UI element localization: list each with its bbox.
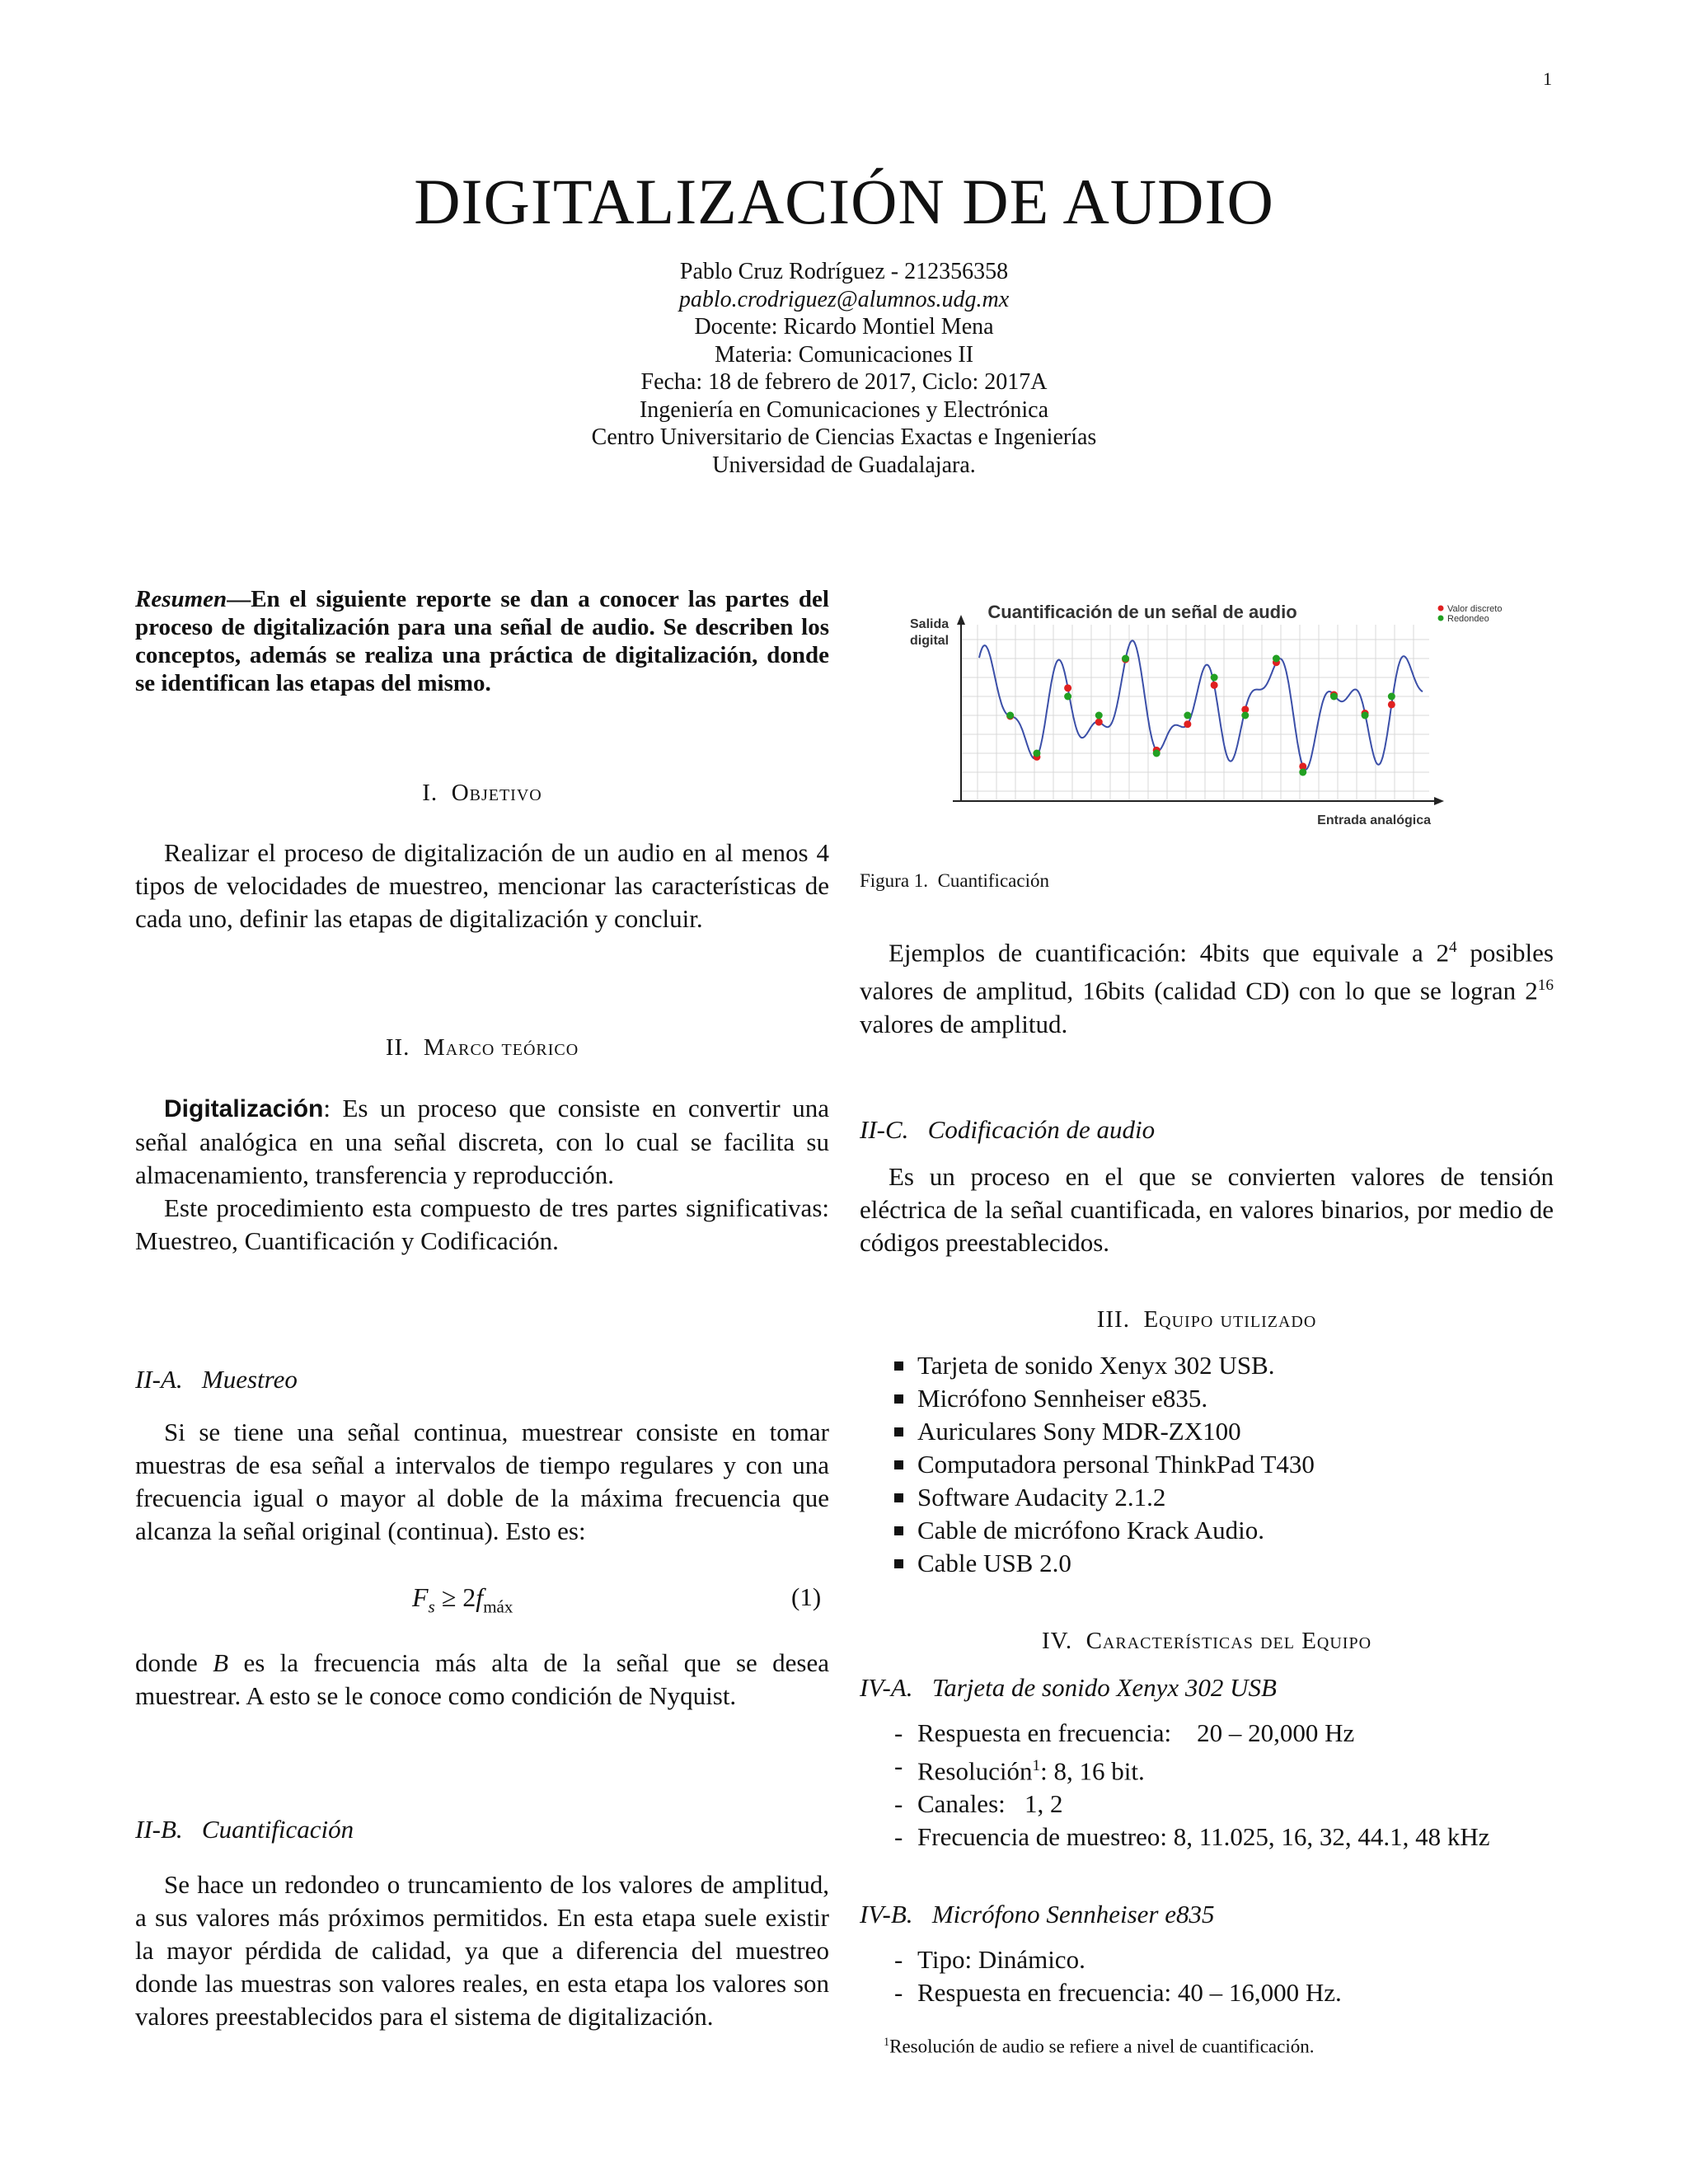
nyquist-text-1: donde	[135, 1648, 213, 1677]
author-block	[0, 258, 1688, 479]
subsection-title: Cuantificación	[201, 1815, 354, 1844]
rounded-value-point	[1241, 712, 1249, 719]
qe-text-3: valores de amplitud.	[860, 1009, 1068, 1038]
discrete-value-point	[1388, 701, 1395, 708]
marco-p1: : Es un proceso que consiste en convertir una señal analógica en una señal discreta, con lo cual se facilita su almacenamiento, transferencia y reproducción.	[135, 1094, 829, 1189]
objetivo-paragraph: Realizar el proceso de digitalización de un audio en al menos 4 tipos de velocidades de muestreo, mencionar las características de cada uno, definir las etapas de digitalización y concluir.	[135, 838, 829, 933]
rounded-value-point	[1033, 750, 1040, 757]
eq-op: ≥ 2	[434, 1582, 476, 1612]
list-item	[860, 1547, 1554, 1580]
square-bullet-icon	[894, 1361, 903, 1371]
square-bullet-icon	[894, 1427, 903, 1436]
spec-label: Frecuencia de muestreo:	[917, 1822, 1167, 1852]
legend-swatch-discrete	[1438, 606, 1444, 612]
section-title: Marco teórico	[423, 1034, 579, 1061]
list-item	[860, 1382, 1554, 1415]
eq-sub: s	[428, 1596, 435, 1617]
footnote-ref: 1	[1032, 1757, 1041, 1774]
subsection-number: IV-A.	[860, 1673, 913, 1702]
rounded-value-point	[1362, 712, 1369, 719]
spec-value: 8, 11.025, 16, 32, 44.1, 48 kHz	[1173, 1822, 1490, 1852]
subsection-xenyx-heading	[860, 1673, 1554, 1703]
section-title: Objetivo	[451, 780, 542, 806]
list-item	[860, 1750, 1554, 1788]
cuantificacion-paragraph: Se hace un redondeo o truncamiento de los valores de amplitud, a sus valores más próximos permitidos. En esta etapa suele existir la mayor pérdida de calidad, ya que a diferencia del muestreo donde las muestras son valores reales, en esta etapa los valores son valores preestablecidos para el sistema de digitalización.	[135, 1870, 829, 2031]
spec-label: Respuesta en frecuencia:	[917, 1718, 1172, 1747]
codificacion-paragraph: Es un proceso en el que se convierten valores de tensión eléctrica de la señal cuantificada, en valores binarios, por medio de códigos preestablecidos.	[860, 1162, 1554, 1257]
nyquist-text-2: es la frecuencia más alta de la señal que se desea muestrear. A esto se le conoce como condición de Nyquist.	[135, 1648, 830, 1710]
eq-f: f	[476, 1582, 484, 1612]
qe-text-2: posibles valores de amplitud, 16bits (calidad CD) con lo que se logran 2	[860, 938, 1554, 1005]
marco-p2: Este procedimiento esta compuesto de tres partes significativas: Muestreo, Cuantificación y Codificación.	[135, 1193, 829, 1255]
rounded-value-point	[1122, 655, 1129, 663]
list-item	[860, 1943, 1554, 1976]
list-item	[860, 1717, 1554, 1750]
dash-bullet-icon: -	[894, 1945, 903, 1974]
rounded-value-point	[1273, 655, 1280, 663]
chart-svg	[903, 593, 1522, 832]
legend-label-discrete: Valor discreto	[1447, 604, 1503, 614]
caption-text: Cuantificación	[937, 870, 1049, 891]
discrete-value-point	[1184, 720, 1191, 728]
abstract-text: —En el siguiente reporte se dan a conocer las partes del proceso de digitalización para una señal de audio. Se describen los conceptos, además se realiza una práctica de digitalización, donde se identifican las etapas del mismo.	[135, 586, 829, 696]
subsection-codificacion-heading	[860, 1115, 1554, 1145]
xenyx-specs	[860, 1717, 1554, 1854]
dash-bullet-icon: -	[894, 1822, 903, 1852]
quantization-examples-paragraph	[860, 931, 1554, 1041]
spec-value: 1, 2	[1025, 1789, 1063, 1819]
subsection-title: Codificación de audio	[927, 1115, 1156, 1144]
section-equipo-heading	[860, 1306, 1554, 1333]
subsection-title: Tarjeta de sonido Xenyx 302 USB	[931, 1673, 1277, 1702]
page-number: 1	[1543, 68, 1552, 89]
y-axis-label: Salida	[910, 617, 950, 631]
list-item	[860, 1514, 1554, 1547]
list-item	[860, 1415, 1554, 1448]
square-bullet-icon	[894, 1526, 903, 1535]
x-axis-label: Entrada analógica	[1317, 813, 1431, 827]
rounded-value-point	[1064, 693, 1071, 701]
y-axis-label: digital	[910, 634, 950, 648]
list-item	[860, 1448, 1554, 1481]
footnote-text: Resolución de audio se refiere a nivel de cuantificación.	[889, 2036, 1315, 2057]
subsection-title: Muestreo	[201, 1365, 298, 1394]
equation-number: (1)	[791, 1582, 822, 1611]
square-bullet-icon	[894, 1460, 903, 1469]
rounded-value-point	[1330, 693, 1338, 701]
section-title: Equipo utilizado	[1143, 1306, 1317, 1333]
spec-text: Respuesta en frecuencia: 40 – 16,000 Hz.	[917, 1978, 1342, 2007]
author-docente: Docente: Ricardo Montiel Mena	[694, 314, 994, 340]
subsection-cuantificacion-heading	[135, 1815, 829, 1844]
qe-text-1: Ejemplos de cuantificación: 4bits que equivale a 2	[889, 938, 1450, 968]
figure-caption	[860, 870, 1049, 892]
rounded-value-point	[1153, 750, 1160, 757]
list-item	[860, 1976, 1554, 2009]
eq-lhs: F	[412, 1582, 429, 1612]
list-item	[860, 1788, 1554, 1821]
dash-bullet-icon: -	[894, 1751, 903, 1780]
abstract-keyword: Resumen	[135, 586, 227, 612]
subsection-number: II-C.	[860, 1115, 909, 1144]
signal-curve	[979, 640, 1423, 769]
caption-label: Figura 1.	[860, 870, 929, 891]
spec-value: : 8, 16 bit.	[1040, 1756, 1145, 1786]
subsection-number: II-A.	[135, 1365, 183, 1394]
list-item-text: Cable de micrófono Krack Audio.	[917, 1516, 1264, 1544]
subsection-title: Micrófono Sennheiser e835	[931, 1900, 1215, 1929]
qe-sup-2: 16	[1537, 977, 1554, 995]
y-axis-arrow	[957, 615, 965, 625]
legend-label-rounded: Redondeo	[1447, 614, 1489, 624]
dash-bullet-icon: -	[894, 1789, 903, 1819]
author-name: Pablo Cruz Rodríguez - 212356358	[679, 259, 1009, 284]
discrete-value-point	[1095, 719, 1103, 726]
list-item-text: Auriculares Sony MDR-ZX100	[917, 1417, 1241, 1446]
discrete-value-point	[1211, 682, 1218, 689]
author-centro: Centro Universitario de Ciencias Exactas e Ingenierías	[591, 424, 1097, 450]
equation-nyquist	[412, 1582, 513, 1617]
chart-title: Cuantificación de un señal de audio	[987, 602, 1297, 622]
spec-value: 20 – 20,000 Hz	[1197, 1718, 1355, 1747]
list-item	[860, 1821, 1554, 1854]
marco-paragraphs	[135, 1092, 829, 1258]
subsection-number: IV-B.	[860, 1900, 913, 1929]
section-title: Características del Equipo	[1085, 1628, 1372, 1654]
list-item	[860, 1349, 1554, 1382]
rounded-value-point	[1211, 674, 1218, 682]
rounded-value-point	[1184, 712, 1191, 719]
dash-bullet-icon: -	[894, 1718, 903, 1747]
list-item	[860, 1481, 1554, 1514]
subsection-muestreo-heading	[135, 1365, 829, 1394]
subsection-number: II-B.	[135, 1815, 183, 1844]
abstract	[135, 585, 829, 697]
section-number: II.	[385, 1034, 410, 1061]
list-item-text: Tarjeta de sonido Xenyx 302 USB.	[917, 1351, 1275, 1380]
xenyx-specs-wrap	[860, 1717, 1554, 1854]
legend-swatch-rounded	[1438, 616, 1444, 621]
square-bullet-icon	[894, 1493, 903, 1502]
square-bullet-icon	[894, 1559, 903, 1568]
author-universidad: Universidad de Guadalajara.	[712, 452, 976, 478]
discrete-value-point	[1064, 684, 1071, 691]
section-caracteristicas-heading	[860, 1628, 1554, 1655]
list-item-text: Computadora personal ThinkPad T430	[917, 1450, 1315, 1479]
list-item-text: Cable USB 2.0	[917, 1549, 1071, 1577]
eq-fsub: máx	[483, 1596, 513, 1617]
rounded-value-point	[1095, 712, 1103, 719]
subsection-sennheiser-heading	[860, 1900, 1554, 1929]
square-bullet-icon	[894, 1394, 903, 1404]
rounded-value-point	[1299, 769, 1306, 776]
section-objetivo-heading	[135, 780, 829, 807]
footnote-mark: 1	[884, 2036, 890, 2049]
spec-label: Canales:	[917, 1789, 1006, 1819]
author-carrera: Ingeniería en Comunicaciones y Electrónica	[639, 396, 1048, 423]
author-email: pablo.crodriguez@alumnos.udg.mx	[678, 286, 1010, 312]
section-number: IV.	[1041, 1628, 1073, 1654]
dash-bullet-icon: -	[894, 1978, 903, 2007]
footnote	[884, 2036, 1315, 2058]
equipment-list-wrap	[860, 1349, 1554, 1580]
figure-quantization-chart	[903, 593, 1522, 832]
list-item-text: Micrófono Sennheiser e835.	[917, 1384, 1208, 1413]
list-item-text: Software Audacity 2.1.2	[917, 1483, 1166, 1511]
nyquist-var: B	[213, 1648, 229, 1677]
x-axis-arrow	[1434, 797, 1444, 805]
author-materia: Materia: Comunicaciones II	[714, 341, 974, 368]
rounded-value-point	[1388, 693, 1395, 701]
rounded-value-point	[1006, 712, 1014, 719]
term-digitalizacion: Digitalización	[164, 1095, 324, 1122]
spec-label: Resolución	[917, 1756, 1033, 1786]
sennheiser-specs-wrap	[860, 1943, 1554, 2009]
section-marco-heading	[135, 1034, 829, 1062]
paper-title: DIGITALIZACIÓN DE AUDIO	[414, 166, 1274, 237]
qe-sup-1: 4	[1449, 939, 1457, 956]
section-number: I.	[422, 780, 438, 806]
author-fecha: Fecha: 18 de febrero de 2017, Ciclo: 2017A	[640, 369, 1048, 395]
muestreo-paragraph: Si se tiene una señal continua, muestrear consiste en tomar muestras de esa señal a intervalos de tiempo regulares y con una frecuencia igual o mayor al doble de la máxima frecuencia que alcanza la señal original (continua). Esto es:	[135, 1418, 829, 1545]
section-number: III.	[1096, 1306, 1130, 1333]
equipment-list	[860, 1349, 1554, 1580]
nyquist-paragraph	[135, 1647, 829, 1713]
spec-text: Tipo: Dinámico.	[917, 1945, 1085, 1974]
sennheiser-specs	[860, 1943, 1554, 2009]
